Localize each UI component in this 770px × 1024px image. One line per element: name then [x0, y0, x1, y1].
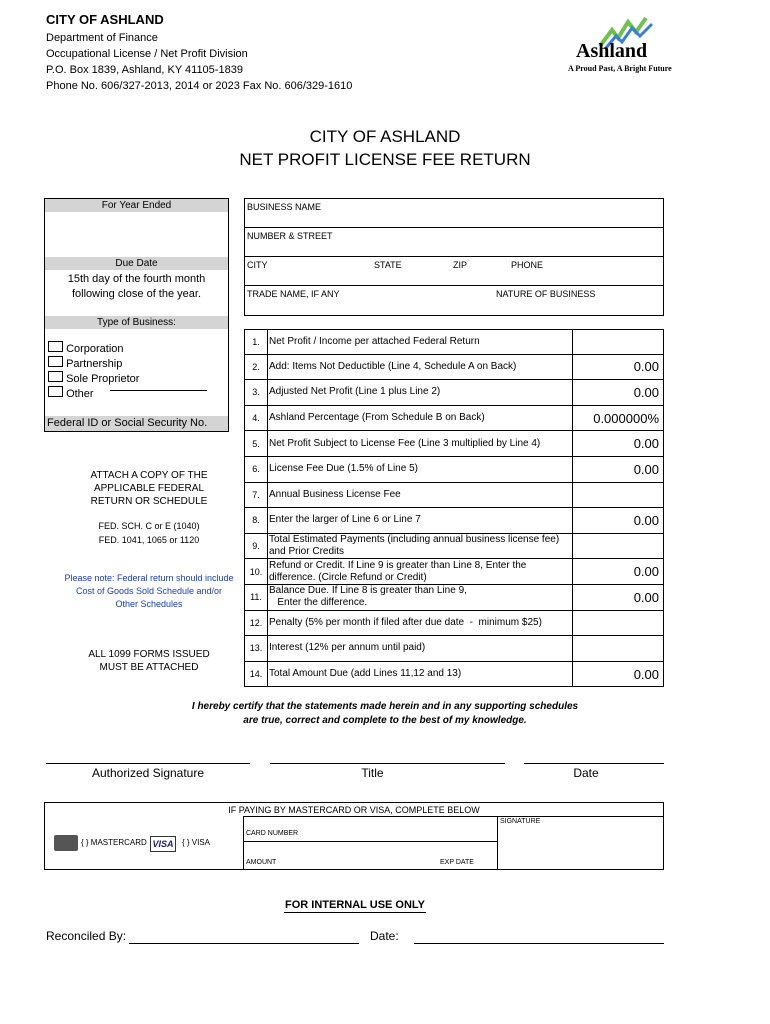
fed-sch-line1: FED. SCH. C or E (1040) — [98, 521, 200, 531]
line-number: 4. — [252, 413, 260, 424]
line-description — [267, 457, 573, 482]
table-row — [244, 508, 664, 534]
line-description-text: Total Estimated Payments (including annual business license fee) — [269, 534, 560, 546]
street-field[interactable]: NUMBER & STREET — [247, 231, 333, 241]
line-description-text: Annual Business License Fee — [269, 488, 401, 500]
mastercard-logo-icon — [54, 835, 78, 851]
line-description-text: Add: Items Not Deductible (Line 4, Schedule A on Back) — [269, 360, 517, 372]
mailing-address: P.O. Box 1839, Ashland, KY 41105-1839 — [46, 64, 243, 76]
line-description — [267, 559, 573, 584]
table-row — [244, 483, 664, 509]
date-line[interactable] — [524, 763, 664, 764]
checkbox-icon[interactable] — [48, 386, 63, 397]
line-description — [267, 662, 573, 687]
line-number: 12. — [249, 617, 263, 628]
line-description-text: Enter the larger of Line 6 or Line 7 — [269, 514, 421, 526]
line-description-text: Refund or Credit. If Line 9 is greater than Line 8, Enter the — [269, 559, 527, 571]
payment-heading: IF PAYING BY MASTERCARD OR VISA, COMPLETE BELOW — [228, 805, 480, 815]
attach-line3: RETURN OR SCHEDULE — [90, 496, 208, 507]
due-date-text1: 15th day of the fourth month — [67, 273, 206, 285]
due-date-text2: following close of the year. — [71, 288, 202, 300]
authorized-signature-line[interactable] — [46, 763, 250, 764]
divider — [243, 841, 497, 842]
line-items-table — [244, 329, 664, 687]
due-date-label: Due Date — [45, 257, 228, 270]
authorized-signature-label: Authorized Signature — [91, 766, 205, 780]
line-value[interactable]: 0.00 — [633, 512, 659, 528]
internal-heading-underline — [284, 912, 426, 913]
type-partnership[interactable]: Partnership — [48, 356, 139, 371]
year-ended-field[interactable] — [45, 212, 228, 256]
business-name-field[interactable]: BUSINESS NAME — [247, 202, 322, 212]
trade-name-field[interactable]: TRADE NAME, IF ANY — [247, 289, 340, 299]
checkbox-icon[interactable] — [48, 356, 63, 367]
line-description — [267, 636, 573, 661]
table-row — [244, 329, 664, 355]
line-value[interactable] — [573, 330, 665, 354]
ashland-logo — [568, 10, 672, 76]
logo-text: Ashland — [576, 40, 648, 62]
line-description-text: Interest (12% per annum until paid) — [269, 642, 426, 654]
line-number: 8. — [252, 515, 260, 526]
exp-date-field[interactable]: EXP DATE — [440, 859, 474, 866]
line-number: 6. — [252, 464, 260, 475]
line-number: 14. — [249, 669, 263, 680]
line-value[interactable] — [573, 534, 665, 559]
line-number: 7. — [252, 489, 260, 500]
line-value[interactable]: 0.00 — [633, 384, 659, 400]
line-description-text: Adjusted Net Profit (Line 1 plus Line 2) — [269, 386, 441, 398]
visa-option[interactable]: { } VISA — [182, 838, 211, 847]
visa-logo-icon: VISA — [150, 836, 176, 852]
certify-line2: are true, correct and complete to the best of my knowledge. — [243, 715, 527, 726]
checkbox-icon[interactable] — [48, 341, 63, 352]
reconciled-by-label: Reconciled By: — [46, 929, 127, 943]
line-description — [267, 406, 573, 431]
fed-sch-line2: FED. 1041, 1065 or 1120 — [98, 535, 200, 545]
line-value[interactable] — [573, 636, 665, 661]
line-description — [267, 355, 573, 380]
line-value[interactable] — [573, 611, 665, 636]
line-description — [267, 585, 573, 610]
internal-date-label: Date: — [370, 929, 399, 943]
line-description — [267, 508, 573, 533]
mastercard-option[interactable]: { } MASTERCARD — [81, 838, 147, 847]
amount-field[interactable]: AMOUNT — [246, 859, 277, 866]
line-value[interactable]: 0.00 — [633, 564, 659, 580]
line-description-text: Balance Due. If Line 8 is greater than Line 9, — [269, 585, 467, 597]
dept-name: Department of Finance — [46, 32, 158, 44]
table-row — [244, 534, 664, 560]
line-description-text: Net Profit / Income per attached Federal Return — [269, 335, 480, 347]
line-value[interactable]: 0.00 — [633, 461, 659, 477]
note-line1: Please note: Federal return should include — [64, 573, 234, 583]
line-number: 2. — [252, 361, 260, 372]
division-name: Occupational License / Net Profit Division — [46, 48, 248, 60]
table-row — [244, 355, 664, 381]
line-number: 11. — [250, 592, 262, 603]
form-title-line1: CITY OF ASHLAND — [309, 127, 461, 146]
line-value[interactable]: 0.00 — [633, 589, 659, 605]
table-row — [244, 662, 664, 688]
zip-field[interactable]: ZIP — [453, 260, 468, 270]
table-row — [244, 585, 664, 611]
line-value[interactable]: 0.00 — [633, 359, 659, 375]
line-description — [267, 611, 573, 636]
line-description-text2: difference. (Circle Refund or Credit) — [269, 571, 427, 583]
title-line[interactable] — [270, 763, 505, 764]
note-line3: Other Schedules — [115, 599, 183, 609]
line-description — [267, 431, 573, 456]
attach-line2: APPLICABLE FEDERAL — [93, 483, 205, 494]
card-number-field[interactable]: CARD NUMBER — [246, 830, 299, 837]
forms-1099-line2: MUST BE ATTACHED — [99, 662, 199, 673]
divider — [244, 256, 664, 257]
divider — [497, 816, 498, 870]
checkbox-icon[interactable] — [48, 371, 63, 382]
divider — [243, 816, 244, 870]
line-description — [267, 380, 573, 405]
divider — [243, 816, 664, 817]
table-row — [244, 406, 664, 432]
line-description-text2: and Prior Credits — [269, 546, 345, 558]
line-number: 3. — [252, 387, 260, 398]
line-description — [267, 483, 573, 508]
business-type-options — [48, 341, 139, 401]
attach-line1: ATTACH A COPY OF THE — [90, 470, 208, 481]
table-row — [244, 636, 664, 662]
other-type-line[interactable] — [110, 390, 207, 391]
state-field[interactable]: STATE — [374, 260, 402, 270]
table-row — [244, 611, 664, 637]
federal-id-label: Federal ID or Social Security No. — [45, 416, 228, 431]
certify-line1: I hereby certify that the statements made herein and in any supporting schedules — [191, 701, 579, 712]
table-row — [244, 457, 664, 483]
line-value[interactable] — [573, 483, 665, 508]
table-row — [244, 559, 664, 585]
line-value[interactable]: 0.00 — [633, 436, 659, 452]
city-name: CITY OF ASHLAND — [46, 12, 164, 27]
type-corporation[interactable]: Corporation — [48, 341, 139, 356]
line-description-text: Penalty (5% per month if filed after due date - minimum $25) — [269, 616, 542, 628]
line-description-text: Ashland Percentage (From Schedule B on Back) — [269, 412, 485, 424]
internal-date-line[interactable] — [414, 943, 664, 944]
line-description-text2: Enter the difference. — [269, 597, 368, 609]
note-line2: Cost of Goods Sold Schedule and/or — [75, 586, 223, 596]
line-description-text: Total Amount Due (add Lines 11,12 and 13) — [269, 668, 462, 680]
line-description-text: License Fee Due (1.5% of Line 5) — [269, 463, 418, 475]
nature-of-business-field[interactable]: NATURE OF BUSINESS — [496, 289, 596, 299]
line-value[interactable]: 0.000000% — [593, 410, 659, 426]
title-label: Title — [361, 766, 384, 780]
phone-field[interactable]: PHONE — [511, 260, 544, 270]
type-other[interactable]: Other — [48, 386, 139, 401]
line-number: 10. — [249, 566, 263, 577]
business-type-label: Type of Business: — [45, 316, 228, 329]
table-row — [244, 431, 664, 457]
line-number: 13. — [249, 643, 263, 654]
phone-fax: Phone No. 606/327-2013, 2014 or 2023 Fax No. 606/329-1610 — [46, 80, 353, 92]
city-field[interactable]: CITY — [247, 260, 268, 270]
form-title-line2: NET PROFIT LICENSE FEE RETURN — [239, 150, 531, 169]
card-signature-field[interactable]: SIGNATURE — [500, 818, 541, 825]
type-sole-proprietor[interactable]: Sole Proprietor — [48, 371, 139, 386]
logo-tagline: A Proud Past, A Bright Future — [568, 64, 672, 73]
forms-1099-line1: ALL 1099 FORMS ISSUED — [88, 649, 210, 660]
date-label: Date — [573, 766, 599, 780]
line-description — [267, 534, 573, 559]
line-number: 5. — [252, 438, 260, 449]
table-row — [244, 380, 664, 406]
internal-use-heading: FOR INTERNAL USE ONLY — [285, 899, 425, 911]
line-value[interactable]: 0.00 — [633, 666, 659, 682]
divider — [244, 227, 664, 228]
line-number: 9. — [252, 541, 260, 552]
divider — [244, 285, 664, 286]
line-description-text: Net Profit Subject to License Fee (Line 3 multiplied by Line 4) — [269, 437, 541, 449]
year-ended-label: For Year Ended — [45, 199, 228, 212]
line-description — [267, 330, 573, 354]
reconciled-by-line[interactable] — [129, 943, 359, 944]
line-number: 1. — [252, 336, 260, 347]
